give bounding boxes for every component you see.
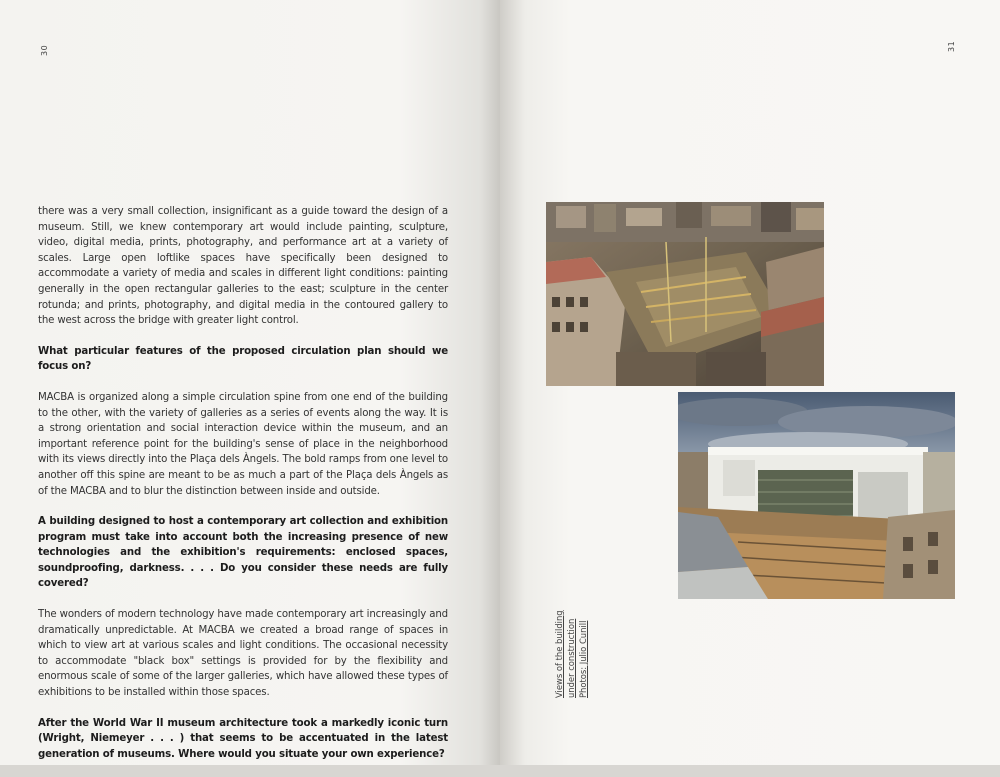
body-text-column (38, 204, 448, 777)
building-construction-photo (678, 392, 955, 599)
paragraph-question: A building designed to host a contemporary art collection and exhibition program must take into account both the increasing presence of new technologies and the exhibition's requirements: enclosed spaces, soundproofing, darkness. . . . Do you consider these needs are fully covered? (38, 516, 448, 590)
photo-caption (553, 610, 589, 698)
left-page (0, 0, 500, 765)
page-number-right: 31 (947, 40, 956, 52)
caption-line: under construction (566, 618, 576, 698)
paragraph-question: What particular features of the proposed circulation plan should we focus on? (38, 345, 448, 373)
caption-line: Photos: Julio Cunill (578, 620, 588, 698)
paragraph-question: After the World War II museum architecture took a markedly iconic turn (Wright, Niemeyer . . . ) that seems to be accentuated in the latest generation of museums. Where would you situate your own experience? (38, 717, 448, 760)
page-number-left: 30 (40, 44, 49, 56)
paragraph-answer: MACBA is organized along a simple circulation spine from one end of the building to the other, with the variety of galleries as a series of events along the way. It is a strong orientation and social interaction device within the museum, and an important reference point for the building's sense of place in the neighborhood with its views directly into the Plaça dels Àngels. The bold ramps from one level to another off this spine are meant to be as much a part of the Plaça dels Àngels as of the MACBA and to blur the distinction between inside and outside. (38, 391, 448, 497)
paragraph-answer: The wonders of modern technology have made contemporary art increasingly and dramatically unpredictable. At MACBA we created a broad range of spaces in which to view art at various scales and light conditions. The occasional necessity to accommodate "black box" settings is provided for by the flexibility and enormous scale of some of the larger galleries, which have allowed these types of exhibitions to be installed within those spaces. (38, 609, 448, 699)
caption-line: Views of the building (554, 610, 564, 698)
paragraph-answer: there was a very small collection, insignificant as a guide toward the design of a museum. Still, we knew contemporary art would include painting, sculpture, video, digital media, prints, photography, and performance art at a variety of scales. Large open loftlike spaces have specifically been designed to accommodate a variety of media and scales in different light conditions: painting generally in the open rectangular galleries to the east; sculpture in the center rotunda; and prints, photography, and digital media in the contoured gallery to the west across the bridge with greater light control. (38, 206, 448, 327)
construction-aerial-photo (546, 202, 824, 386)
